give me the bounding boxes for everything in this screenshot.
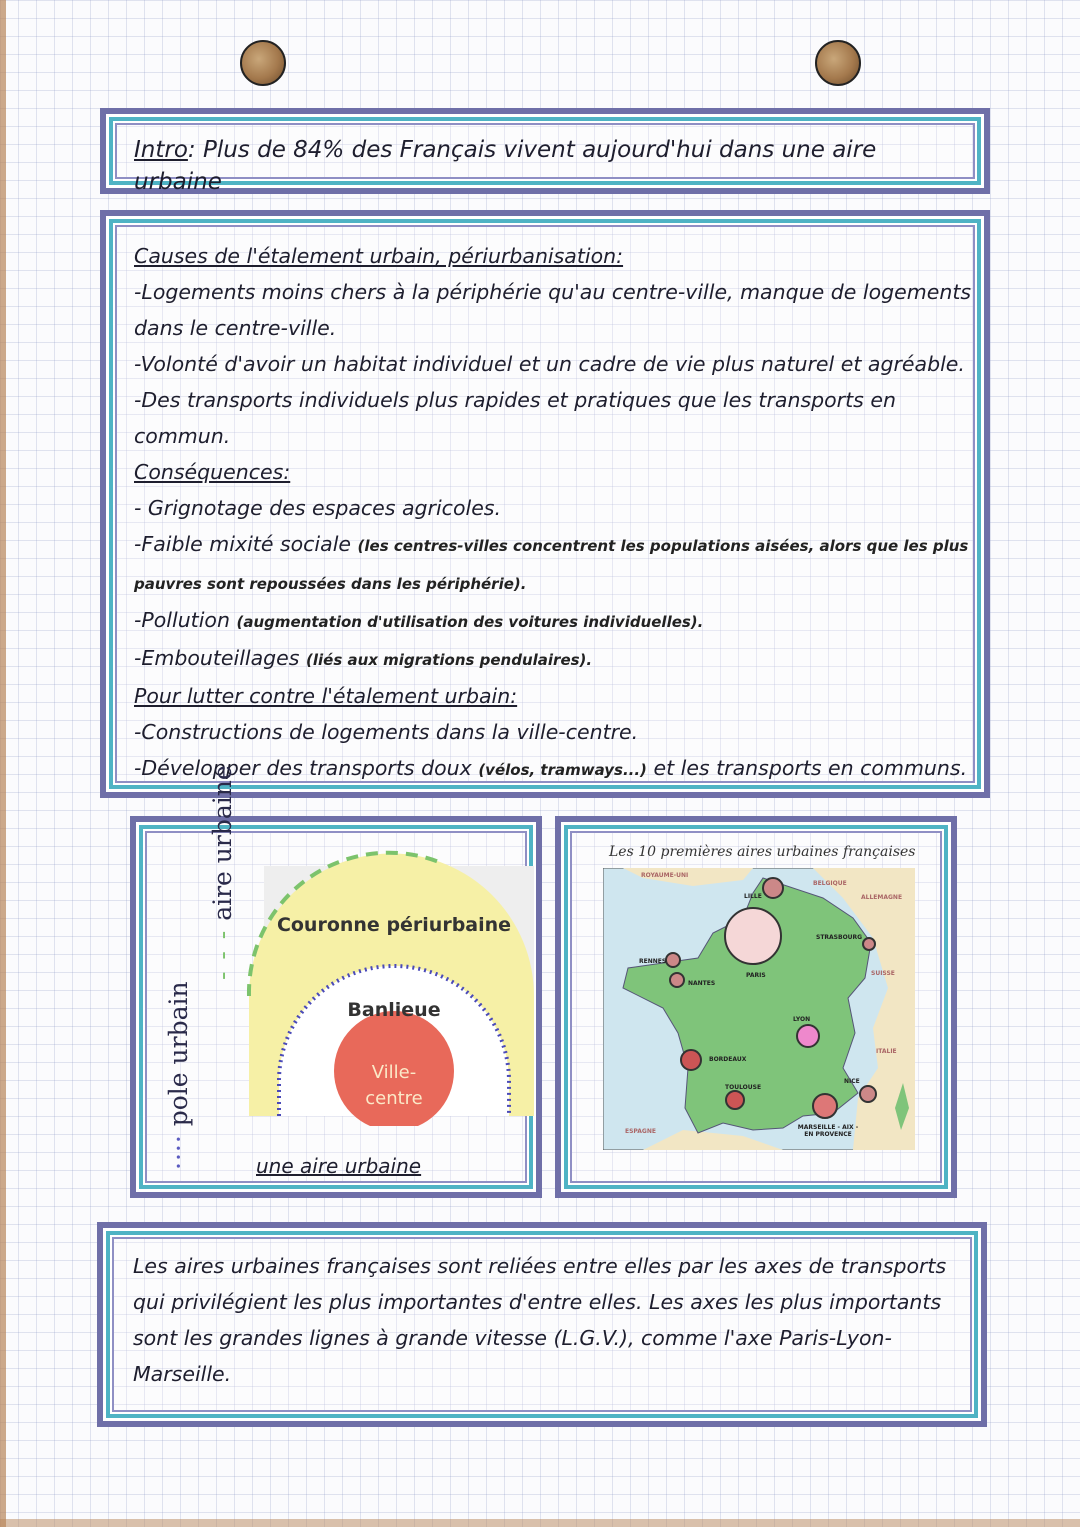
- lutter-2-note: (vélos, tramways...): [478, 761, 647, 779]
- ville-centre-label-2: centre: [365, 1088, 423, 1109]
- ville-centre-label-1: Ville-: [371, 1062, 417, 1083]
- consequence-2-note-b: pauvres sont repoussées dans les périphérie).: [134, 575, 527, 593]
- legend-dash-icon: - - -: [208, 928, 237, 980]
- lutter-1: -Constructions de logements dans la ville-centre.: [134, 720, 639, 744]
- city-label-marseille: MARSEILLE - AIX - EN PROVENCE: [797, 1124, 859, 1138]
- france-map: [603, 868, 915, 1150]
- map-box: [555, 816, 957, 1198]
- country-label-allemagne: ALLEMAGNE: [861, 894, 903, 901]
- legend-aire-label: aire urbaine: [208, 765, 237, 921]
- consequence-4-main: -Embouteillages: [134, 646, 300, 670]
- city-label-lyon: LYON: [793, 1016, 811, 1023]
- transports-line-4: Marseille.: [133, 1362, 232, 1386]
- consequence-3-note: (augmentation d'utilisation des voitures individuelles).: [236, 613, 704, 631]
- city-label-lille: LILLE: [744, 893, 762, 900]
- consequences-heading: Conséquences:: [134, 460, 291, 484]
- lutter-2-end: et les transports en communs.: [653, 756, 968, 780]
- urban-area-diagram: [244, 846, 534, 1126]
- transports-line-1: Les aires urbaines françaises sont reliées entre elles par les axes de transports: [133, 1254, 947, 1278]
- punch-hole-left: [240, 40, 286, 86]
- causes-line-5: commun.: [134, 424, 231, 448]
- causes-line-2: dans le centre-ville.: [134, 316, 337, 340]
- causes-line-1: -Logements moins chers à la périphérie qu'au centre-ville, manque de logements: [134, 280, 972, 304]
- consequence-4-note: (liés aux migrations pendulaires).: [306, 651, 593, 669]
- city-bordeaux-marker: [681, 1050, 701, 1070]
- country-label-espagne: ESPAGNE: [625, 1128, 656, 1135]
- city-lille-marker: [763, 878, 783, 898]
- country-label-italie: ITALIE: [876, 1048, 897, 1055]
- consequence-4: [134, 640, 964, 678]
- city-label-toulouse: TOULOUSE: [725, 1084, 762, 1091]
- intro-label: Intro: [134, 137, 188, 163]
- consequence-2: [134, 526, 969, 564]
- lutter-2: [134, 750, 968, 788]
- legend-dot-icon: ····: [164, 1134, 193, 1170]
- consequence-3-main: -Pollution: [134, 608, 230, 632]
- city-label-bordeaux: BORDEAUX: [709, 1056, 747, 1063]
- couronne-label: Couronne périurbaine: [276, 914, 512, 936]
- causes-heading: Causes de l'étalement urbain, périurbanisation:: [134, 244, 624, 268]
- consequence-2-note-a: (les centres-villes concentrent les populations aisées, alors que les plus: [357, 537, 969, 555]
- lutter-2-main: -Développer des transports doux: [134, 756, 472, 780]
- country-label-uk: ROYAUME-UNI: [641, 872, 689, 879]
- causes-line-3: -Volonté d'avoir un habitat individuel et un cadre de vie plus naturel et agréable.: [134, 352, 965, 376]
- paper-edge-bottom: [0, 1519, 1080, 1527]
- causes-box: [100, 210, 990, 798]
- consequence-1: - Grignotage des espaces agricoles.: [134, 496, 501, 520]
- intro-text: [134, 134, 964, 198]
- city-label-strasbourg: STRASBOURG: [816, 934, 863, 941]
- city-label-rennes: RENNES: [639, 958, 667, 965]
- transports-line-3: sont les grandes lignes à grande vitesse (L.G.V.), comme l'axe Paris-Lyon-: [133, 1326, 892, 1350]
- diagram-legend: [150, 765, 240, 1180]
- intro-sentence: : Plus de 84% des Français vivent aujourd'hui dans une aire urbaine: [134, 137, 877, 195]
- city-paris-marker: [725, 908, 781, 964]
- city-label-paris: PARIS: [746, 972, 766, 979]
- intro-box: [100, 108, 990, 194]
- consequence-2-main: -Faible mixité sociale: [134, 532, 352, 556]
- city-lyon-marker: [797, 1025, 819, 1047]
- banlieue-label: Banlieue: [347, 999, 441, 1021]
- transports-line-2: qui privilégient les plus importantes d'entre elles. Les axes les plus importants: [133, 1290, 942, 1314]
- map-title: Les 10 premières aires urbaines françaises: [609, 844, 916, 860]
- city-strasbourg-marker: [863, 938, 875, 950]
- transports-box: [97, 1222, 987, 1427]
- legend-pole-label: pole urbain: [164, 981, 193, 1127]
- consequence-3: [134, 602, 964, 640]
- legend-pole-urbain: [164, 981, 193, 1170]
- city-marseille-marker: [813, 1094, 837, 1118]
- city-nice-marker: [860, 1086, 876, 1102]
- lutter-heading: Pour lutter contre l'étalement urbain:: [134, 684, 518, 708]
- city-rennes-marker: [666, 953, 680, 967]
- country-label-suisse: SUISSE: [871, 970, 895, 977]
- city-toulouse-marker: [726, 1091, 744, 1109]
- paper-edge: [0, 0, 6, 1527]
- legend-aire-urbaine: [208, 765, 237, 980]
- city-label-nice: NICE: [844, 1078, 860, 1085]
- country-label-belgique: BELGIQUE: [813, 880, 847, 887]
- punch-hole-right: [815, 40, 861, 86]
- city-label-nantes: NANTES: [688, 980, 716, 987]
- causes-line-4: -Des transports individuels plus rapides et pratiques que les transports en: [134, 388, 896, 412]
- consequence-2-cont: [134, 564, 964, 602]
- city-nantes-marker: [670, 973, 684, 987]
- diagram-caption: une aire urbaine: [256, 1154, 422, 1178]
